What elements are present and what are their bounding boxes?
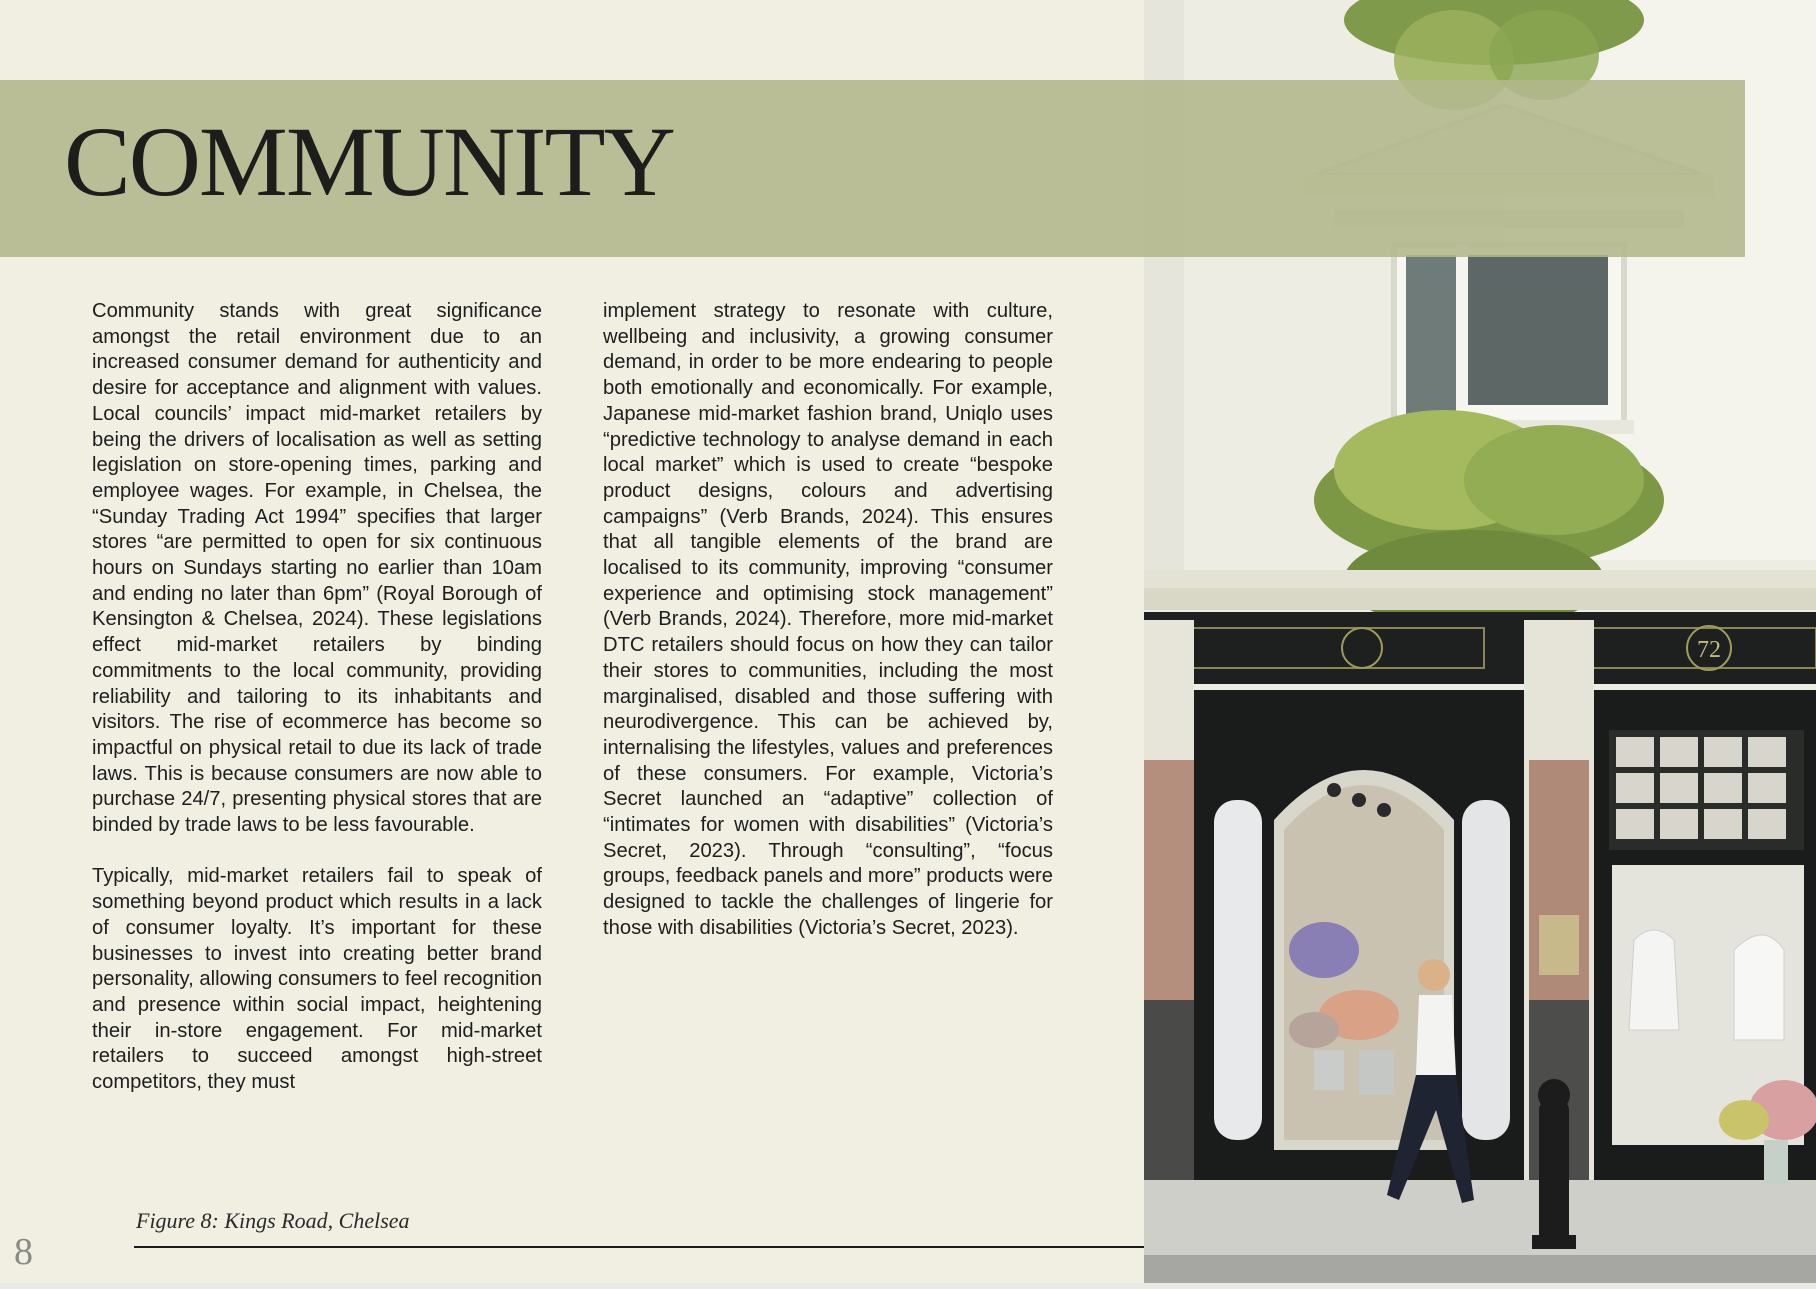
figure-caption: Figure 8: Kings Road, Chelsea xyxy=(136,1208,410,1233)
page-title: COMMUNITY xyxy=(64,106,674,217)
caption-rule xyxy=(134,1246,1144,1248)
bottom-strip xyxy=(0,1283,1816,1289)
svg-text:72: 72 xyxy=(1697,637,1721,663)
page-number: 8 xyxy=(14,1231,33,1273)
body-column-right xyxy=(603,299,1053,967)
paragraph: Community stands with great significance amongst the retail environment due to an increased consumer demand for authenticity and desire for acceptance and alignment with values. Local councils’ impact mid-market retailers by being the drivers of localisation as well as setting legislation on store-opening times, parking and employee wages. For example, in Chelsea, the “Sunday Trading Act 1994” specifies that larger stores “are permitted to open for six continuous hours on Sundays starting no earlier than 10am and ending no later than 6pm” (Royal Borough of Kensington & Chelsea, 2024). These legislations effect mid-market retailers by binding commitments to the local community, providing reliability and tailoring to its inhabitants and visitors. The rise of ecommerce has become so impactful on physical retail to due its lack of trade laws. This is because consumers are now able to purchase 24/7, presenting physical stores that are binded by trade laws to be less favourable. xyxy=(92,300,542,837)
paragraph: Typically, mid-market retailers fail to speak of something beyond product which results in a lack of consumer loyalty. It’s important for these businesses to invest into creating better brand personality, allowing consumers to feel recognition and presence within social impact, heightening their in-store engagement. For mid-market retailers to succeed amongst high-street competitors, they must xyxy=(92,865,542,1094)
body-column-left xyxy=(92,299,542,1121)
paragraph: implement strategy to resonate with culture, wellbeing and inclusivity, a growing consumer demand, in order to be more endearing to people both emotionally and economically. For example, Japanese mid-market fashion brand, Uniqlo uses “predictive technology to analyse demand in each local market” which is used to create “bespoke product designs, colours and advertising campaigns” (Verb Brands, 2024). This ensures that all tangible elements of the brand are localised to its community, improving “consumer experience and optimising stock management” (Verb Brands, 2024). Therefore, more mid-market DTC retailers should focus on how they can tailor their stores to communities, including the most marginalised, disabled and those suffering with neurodivergence. This can be achieved by, internalising the lifestyles, values and preferences of these consumers. For example, Victoria’s Secret launched an “adaptive” collection of “intimates for women with disabilities” (Victoria’s Secret, 2023). Through “consulting”, “focus groups, feedback panels and more” products were designed to tackle the challenges of lingerie for those with disabilities (Victoria’s Secret, 2023). xyxy=(603,300,1053,939)
